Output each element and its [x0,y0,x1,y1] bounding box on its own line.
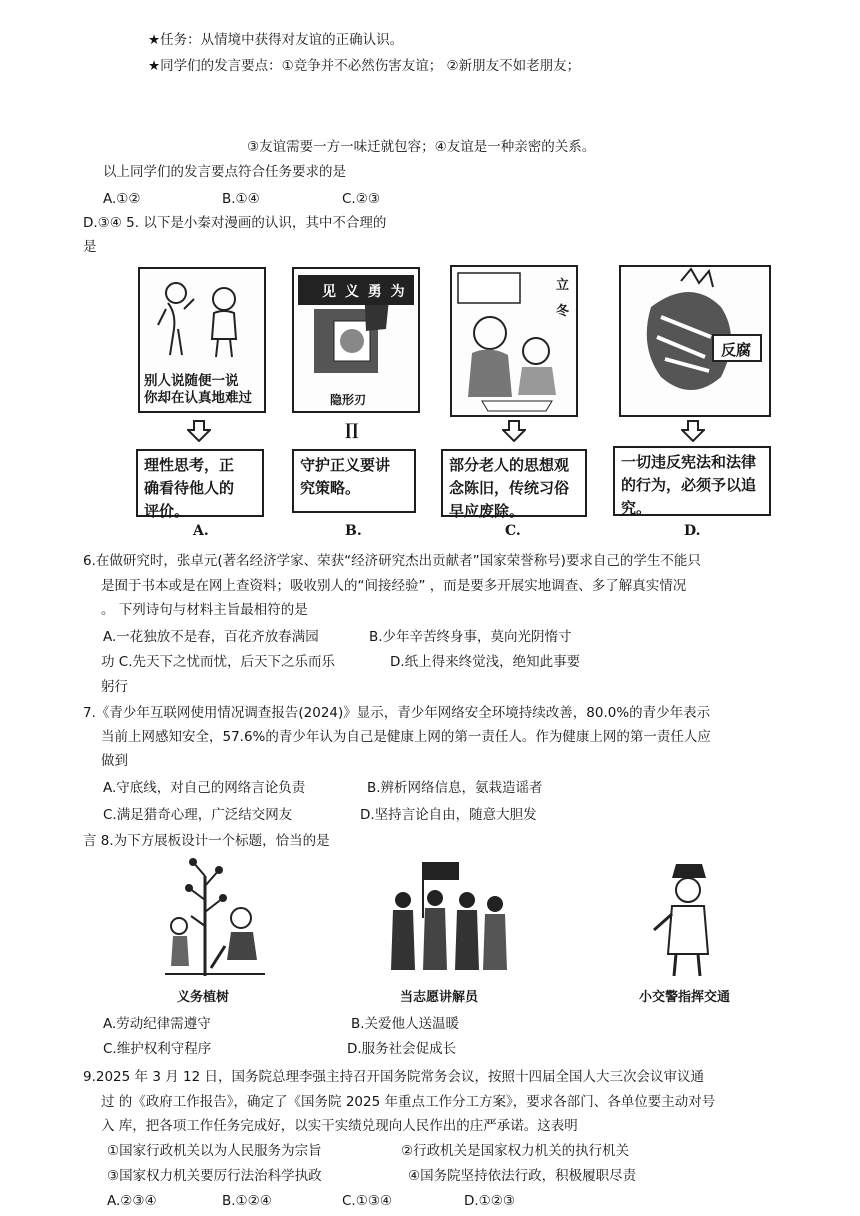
q4-option-a: A.①② [103,191,141,207]
comic-b-letter: B. [345,523,362,539]
q7-option-c: C.满足猎奇心理，广泛结交网友 [103,807,293,823]
q7-line2: 当前上网感知安全，57.6%的青少年认为自己是健康上网的第一责任人。作为健康上网的第一责任人应 [101,729,711,745]
q9-line2: 过 的《政府工作报告》，确定了《国务院 2025 年重点工作分工方案》，要求各部门、各单位要主动对号 [101,1094,716,1110]
volunteer-guides-icon [383,858,513,982]
q9-line3: 入 库，把各项工作任务完成好，以实干实绩兑现向人民作出的庄严承诺。这表明 [101,1118,578,1134]
q6-option-b: B.少年辛苦终身事，莫向光阴惰寸 [369,629,572,645]
q4-task: ★任务：从情境中获得对友谊的正确认识。 [148,32,404,48]
comic-a-conclusion: 理性思考，正 确看待他人的 评价。 [136,449,264,517]
q5-stem-cont: 是 [83,239,97,255]
comic-c-conclusion: 部分老人的思想观 念陈旧，传统习俗 早应废除。 [441,449,587,517]
q6-line3: 。 下列诗句与材料主旨最相符的是 [101,602,308,618]
comic-panel-b [292,267,420,413]
q6-line1: 6.在做研究时，张卓元(著名经济学家、荣获“经济研究杰出贡献者”国家荣誉称号)要求自己的学生不能只 [83,553,701,569]
comic-panel-a [138,267,266,413]
comic-b-sign-text: 见 义 勇 为 [322,284,407,300]
q9-option-a: A.②③④ [107,1193,157,1209]
q9-statement-3: ③国家权力机关要厉行法治科学执政 [107,1168,322,1184]
q7-option-a: A.守底线，对自己的网络言论负责 [103,780,306,796]
q6-line2: 是囿于书本或是在网上查资料；吸收别人的“间接经验” ，而是要多开展实地调查、多了解真实情况 [101,578,687,594]
q6-option-a: A.一花独放不是春，百花齐放春满园 [103,629,319,645]
q9-option-d: D.①②③ [464,1193,515,1209]
q4-option-b: B.①④ [222,191,260,207]
q6-option-b-cont-c: 功 C.先天下之忧而忧，后天下之乐而乐 [101,654,336,670]
q8-caption-3: 小交警指挥交通 [639,990,731,1005]
q7-option-d: D.坚持言论自由，随意大胆发 [360,807,537,823]
comic-c-letter: C. [505,523,521,539]
q8-caption-2: 当志愿讲解员 [400,990,479,1005]
comic-d-caption: 反腐 [721,341,752,359]
comic-panel-c [450,265,578,417]
comic-b-arrow-mark: ∏ [345,420,359,439]
comic-a-letter: A. [193,523,209,539]
traffic-police-icon [650,858,720,982]
q9-option-c: C.①③④ [342,1193,393,1209]
q8-option-a: A.劳动纪律需遵守 [103,1016,211,1032]
comic-c-caption: 立冬 [556,278,570,319]
q8-option-d: D.服务社会促成长 [347,1041,457,1057]
q6-option-d-cont: 躬行 [101,679,128,695]
comic-d-conclusion: 一切违反宪法和法律 的行为，必须予以追 究。 [613,446,771,516]
q6-option-d: D.纸上得来终觉浅，绝知此事要 [390,654,581,670]
q9-statement-2: ②行政机关是国家权力机关的执行机关 [401,1143,630,1159]
q4-points-line2: ③友谊需要一方一味迁就包容；④友谊是一种亲密的关系。 [247,139,596,155]
q9-line1: 9.2025 年 3 月 12 日，国务院总理李强主持召开国务院常务会议，按照十四届全国人大三次会议审议通 [83,1069,704,1085]
comic-b-conclusion: 守护正义要讲 究策略。 [292,449,416,513]
q7-d-cont-q8-stem: 言 8.为下方展板设计一个标题，恰当的是 [83,833,330,849]
down-arrow-icon [187,420,211,442]
comic-d-letter: D. [684,523,701,539]
q8-option-c: C.维护权利守程序 [103,1041,212,1057]
down-arrow-icon [681,420,705,442]
comic-a-figures-icon [140,269,264,369]
q8-option-b: B.关爱他人送温暖 [351,1016,460,1032]
down-arrow-icon [502,420,526,442]
comic-b-caption: 隐形刃 [330,393,367,407]
tree-planting-icon [165,856,275,980]
comic-panel-d [619,265,771,417]
q8-caption-1: 义务植树 [177,990,230,1005]
q7-option-b: B.辨析网络信息，氨栽造谣者 [367,780,543,796]
q9-option-b: B.①②④ [222,1193,272,1209]
comic-a-caption: 别人说随便一说 你却在认真地难过 [144,373,252,406]
q9-statement-4: ④国务院坚持依法行政，积极履职尽责 [408,1168,637,1184]
q4-option-d-q5-stem: D.③④ 5. 以下是小秦对漫画的认识，其中不合理的 [83,215,387,231]
q4-points-line1: ★同学们的发言要点：①竞争并不必然伤害友谊； ②新朋友不如老朋友； [148,58,581,74]
q9-statement-1: ①国家行政机关以为人民服务为宗旨 [107,1143,322,1159]
q7-line1: 7.《青少年互联网使用情况调查报告(2024)》显示，青少年网络安全环境持续改善，80.0%的青少年表示 [83,705,711,721]
q4-option-c: C.②③ [342,191,380,207]
q4-stem: 以上同学们的发言要点符合任务要求的是 [103,164,346,180]
q7-line3: 做到 [101,753,128,769]
